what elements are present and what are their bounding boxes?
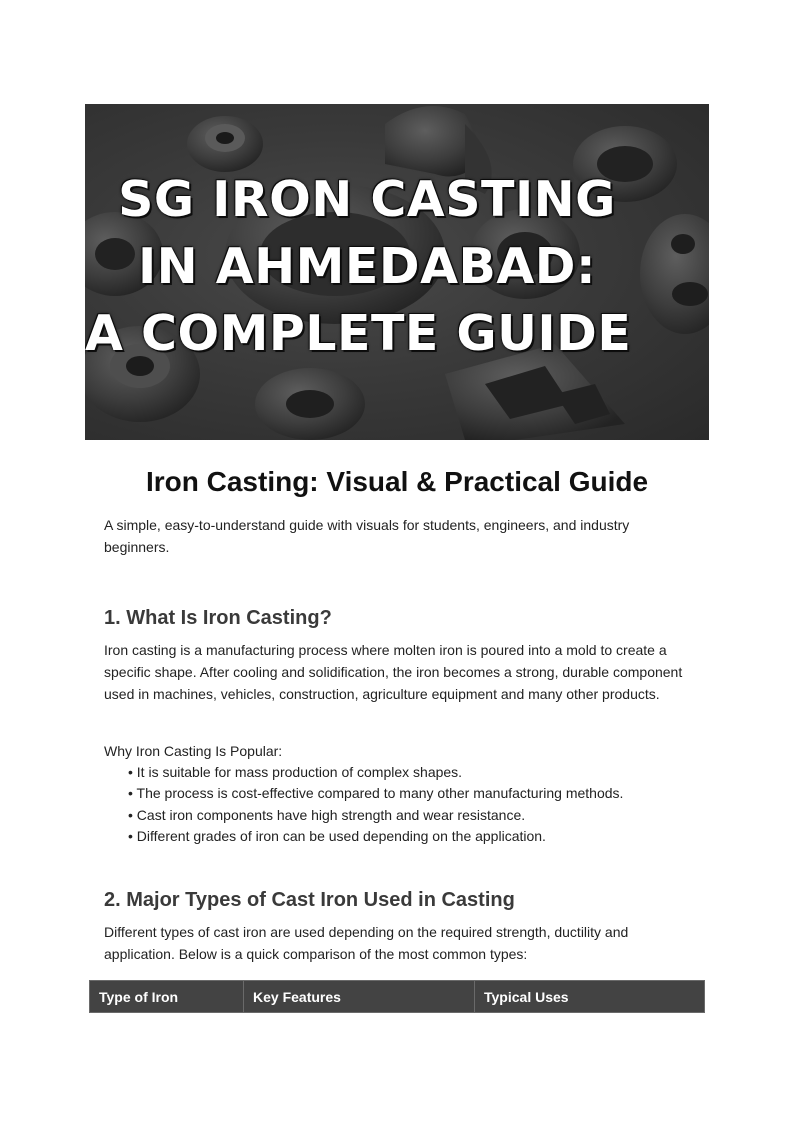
list-item: • The process is cost-effective compared to many other manufacturing methods. [128,783,623,804]
list-item: • Different grades of iron can be used depending on the application. [128,826,623,847]
list-item: • Cast iron components have high strength and wear resistance. [128,805,623,826]
why-popular-list [128,762,623,847]
section-2-body: Different types of cast iron are used depending on the required strength, ductility and application. Below is a quick comparison of the most common types: [104,924,629,962]
hero-banner [85,104,709,440]
hero-title-line-2: IN AHMEDABAD: [137,238,597,295]
list-item: • It is suitable for mass production of complex shapes. [128,762,623,783]
iron-types-table [89,980,705,1013]
page-title: Iron Casting: Visual & Practical Guide [145,466,649,497]
column-header-uses: Typical Uses [475,981,705,1013]
intro-paragraph: A simple, easy-to-understand guide with visuals for students, engineers, and industry beginners. [104,517,630,555]
section-1-body: Iron casting is a manufacturing process where molten iron is poured into a mold to create a specific shape. After cooling and solidification, the iron becomes a strong, durable component used in machines, vehicles, construction, agriculture equipment and many other products. [104,642,683,702]
hero-title-line-1: SG IRON CASTING [118,171,616,228]
why-popular-label: Why Iron Casting Is Popular: [104,743,283,759]
hero-title [85,166,709,367]
table-header-row [90,981,705,1013]
column-header-type: Type of Iron [90,981,244,1013]
hero-title-line-3: A COMPLETE GUIDE [85,305,632,362]
section-2-heading: 2. Major Types of Cast Iron Used in Casting [104,889,515,911]
column-header-features: Key Features [244,981,475,1013]
section-1-heading: 1. What Is Iron Casting? [104,607,332,629]
